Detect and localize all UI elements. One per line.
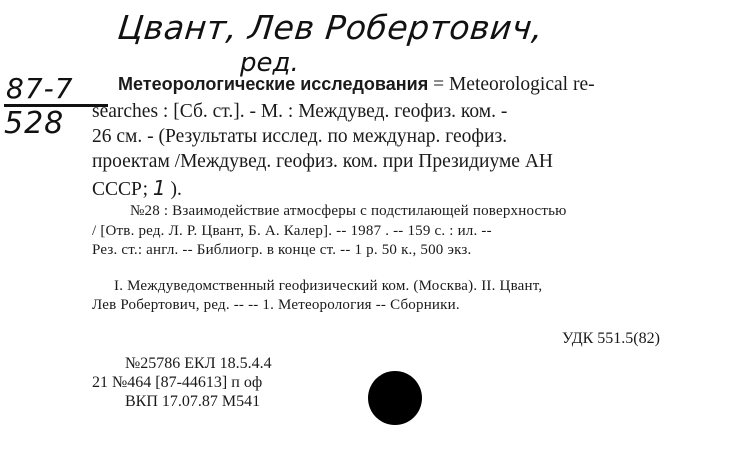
footer-line-3: ВКП 17.07.87 М541 [125,393,261,410]
issue-line-3: Рез. ст.: англ. -- Библиогр. в конце ст. -- 1 р. 50 к., 500 экз. [92,242,472,258]
entry-line-5-close: ). [170,179,182,200]
issue-line-1: №28 : Взаимодействие атмосферы с подстилающей поверхностью [130,203,567,219]
footer-line-2-prefix: 21 [92,374,108,391]
punch-hole-stamp [368,371,422,425]
udc-code: УДК 551.5(82) [562,330,660,347]
handwritten-shelf-mark-top: 87-7 [6,72,74,105]
footer-line-2 [92,374,262,392]
entry-line-5-text: СССР; [92,179,149,200]
handwritten-editor-name: Цвант, Лев Робертович, [115,8,546,47]
handwritten-series-volume: 1 [152,176,166,200]
entry-line-4: проектам /Междувед. геофиз. ком. при Президиуме АН [92,151,554,172]
entry-line-5 [92,176,182,201]
tracing-line-2: Лев Робертович, ред. -- -- 1. Метеорология -- Сборники. [92,297,460,313]
issue-line-2: / [Отв. ред. Л. Р. Цвант, Б. А. Калер]. -- 1987 . -- 159 с. : ил. -- [92,223,492,239]
tracing-line-1: I. Междуведомственный геофизический ком. (Москва). II. Цвант, [114,278,543,294]
entry-line-2: searches : [Сб. ст.]. - М. : Междувед. геофиз. ком. - [92,101,508,122]
footer-line-2-text: №464 [87-44613] п оф [112,374,263,391]
entry-line-3: 26 см. - (Результаты исслед. по междунар. геофиз. [92,126,508,147]
handwritten-editor-role: ред. [240,48,299,78]
entry-line-1 [118,74,595,96]
entry-parallel-title: = Meteorological re- [433,74,595,95]
footer-line-1: №25786 ЕКЛ 18.5.4.4 [125,355,272,372]
handwritten-shelf-mark-bottom: 528 [4,106,65,141]
entry-title: Метеорологические исследования [118,74,429,94]
